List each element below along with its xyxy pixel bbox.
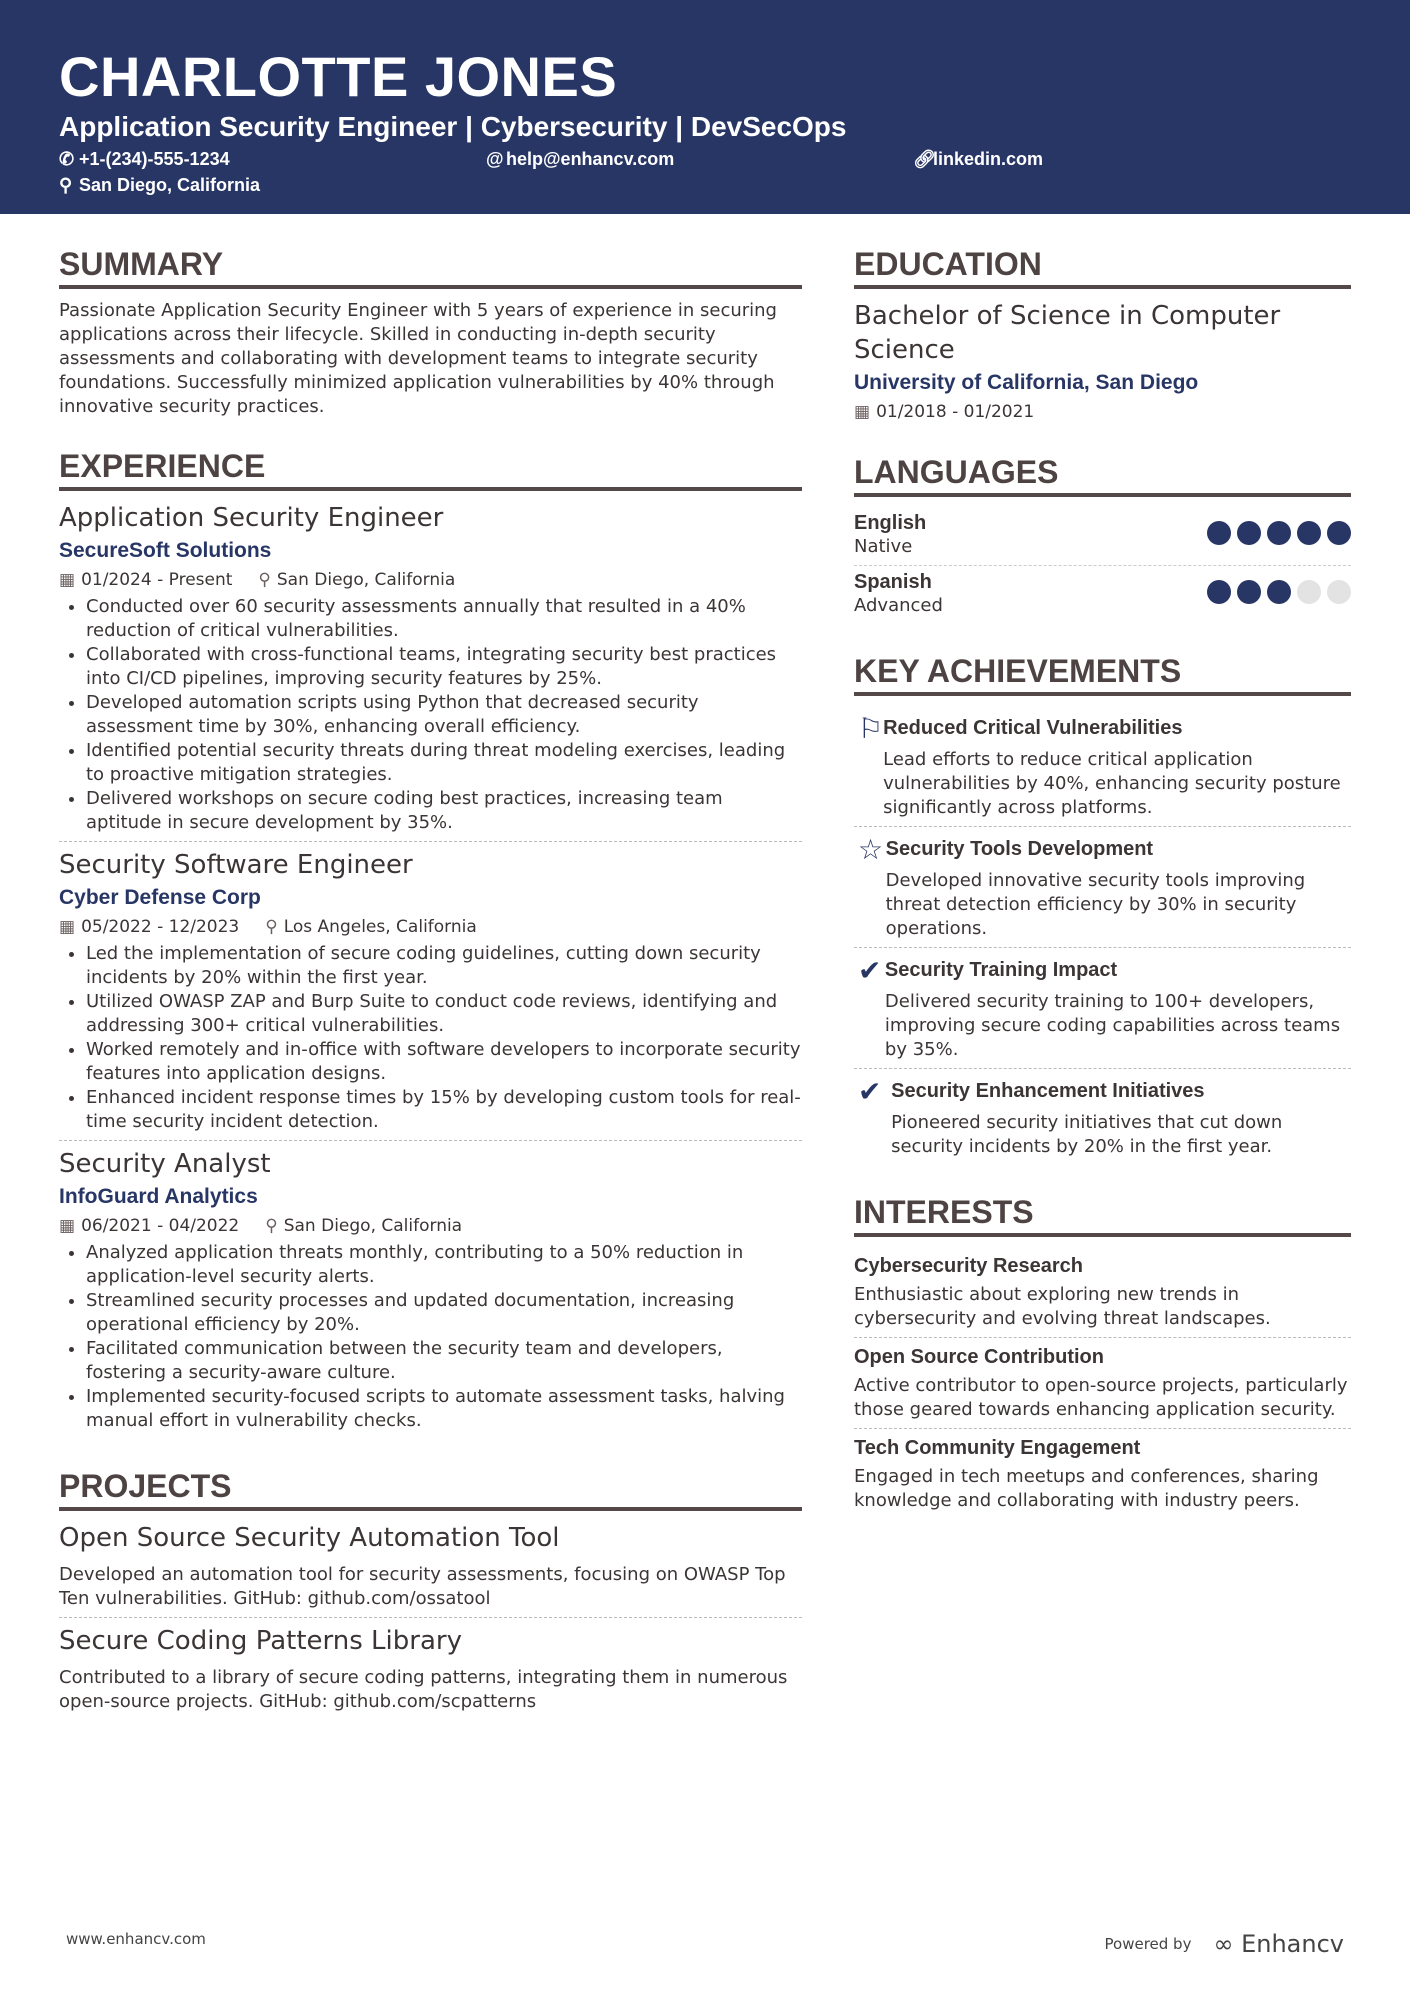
language-rating bbox=[1201, 580, 1351, 608]
project-title: Open Source Security Automation Tool bbox=[59, 1523, 560, 1553]
projects-section bbox=[59, 1467, 802, 1720]
candidate-name: CHARLOTTE JONES bbox=[59, 45, 618, 108]
resume-header bbox=[0, 0, 1410, 214]
email-link[interactable]: help@enhancv.com bbox=[506, 149, 675, 169]
experience-entry bbox=[59, 1147, 802, 1439]
education-dates: 01/2018 - 01/2021 bbox=[876, 402, 1035, 422]
flag-icon: ⚐ bbox=[858, 712, 884, 745]
interest-title: Tech Community Engagement bbox=[854, 1437, 1141, 1459]
project-entry bbox=[59, 1521, 802, 1618]
school: University of California, San Diego bbox=[854, 371, 1199, 394]
bullet-list bbox=[59, 1241, 802, 1433]
bullet-item: • Conducted over 60 security assessments annually that resulted in a 40% reduction of critical vulnerabilities. bbox=[86, 595, 802, 643]
bullet-item: • Led the implementation of secure coding guidelines, cutting down security incidents by 20% within the first year. bbox=[86, 942, 802, 990]
interest-item bbox=[854, 1247, 1351, 1338]
achievement-text: Delivered security training to 100+ developers, improving secure coding capabilities across teams by 35%. bbox=[884, 991, 1341, 1060]
section-heading: PROJECTS bbox=[59, 1467, 802, 1511]
job-meta bbox=[59, 1213, 802, 1239]
bullet-item: • Utilized OWASP ZAP and Burp Suite to conduct code reviews, identifying and addressing 300+ critical vulnerabilities. bbox=[86, 990, 802, 1038]
achievement-item bbox=[854, 827, 1351, 948]
achievement-content bbox=[891, 1077, 1351, 1159]
left-column bbox=[59, 245, 802, 1748]
company-name: Cyber Defense Corp bbox=[59, 886, 261, 909]
experience-entry bbox=[59, 501, 802, 842]
achievement-title: Reduced Critical Vulnerabilities bbox=[883, 717, 1183, 739]
rating-dot bbox=[1207, 580, 1231, 604]
location bbox=[59, 172, 486, 198]
language-item bbox=[854, 566, 1351, 624]
bullet-item: • Implemented security-focused scripts to automate assessment tasks, halving manual effort in vulnerability checks. bbox=[86, 1385, 802, 1433]
rating-dot bbox=[1297, 580, 1321, 604]
phone-icon: ✆ bbox=[59, 149, 75, 169]
language-name: English bbox=[854, 512, 927, 534]
section-heading: INTERESTS bbox=[854, 1193, 1351, 1237]
project-entry bbox=[59, 1624, 802, 1720]
email[interactable] bbox=[486, 146, 913, 172]
star-icon: ☆ bbox=[858, 833, 884, 866]
job-title: Application Security Engineer bbox=[59, 503, 444, 533]
location-pin-icon: ⚲ bbox=[265, 917, 278, 937]
project-title: Secure Coding Patterns Library bbox=[59, 1626, 462, 1656]
bullet-item: • Delivered workshops on secure coding best practices, increasing team aptitude in secure development by 35%. bbox=[86, 787, 802, 835]
bullet-item: • Facilitated communication between the security team and developers, fostering a security-aware culture. bbox=[86, 1337, 802, 1385]
language-level: Advanced bbox=[854, 595, 943, 616]
bullet-item: • Developed automation scripts using Python that decreased security assessment time by 30%, enhancing overall efficiency. bbox=[86, 691, 802, 739]
job-location: San Diego, California bbox=[276, 570, 456, 590]
languages-section bbox=[854, 453, 1351, 624]
section-heading: EXPERIENCE bbox=[59, 447, 802, 491]
job-location: Los Angeles, California bbox=[283, 917, 477, 937]
job-title: Security Analyst bbox=[59, 1149, 271, 1179]
calendar-icon: ▦ bbox=[59, 570, 76, 590]
job-dates: 06/2021 - 04/2022 bbox=[81, 1216, 240, 1236]
right-column bbox=[854, 245, 1351, 1748]
rating-dot bbox=[1237, 580, 1261, 604]
link-icon: 🔗︎ bbox=[913, 149, 936, 169]
interest-item bbox=[854, 1338, 1351, 1429]
interest-item bbox=[854, 1429, 1351, 1519]
location-pin-icon: ⚲ bbox=[265, 1216, 278, 1236]
location-text: San Diego, California bbox=[79, 175, 261, 195]
achievement-title: Security Tools Development bbox=[885, 838, 1154, 860]
bullet-item: • Identified potential security threats during threat modeling exercises, leading to proactive mitigation strategies. bbox=[86, 739, 802, 787]
language-text bbox=[854, 511, 926, 559]
achievement-title: Security Training Impact bbox=[884, 959, 1118, 981]
job-dates: 05/2022 - 12/2023 bbox=[81, 917, 240, 937]
achievement-content bbox=[885, 956, 1351, 1062]
experience-section bbox=[59, 447, 802, 1439]
project-text: Contributed to a library of secure coding patterns, integrating them in numerous open-source projects. GitHub: github.com/scpatterns bbox=[59, 1667, 788, 1712]
achievement-item bbox=[854, 1069, 1351, 1165]
interest-text: Engaged in tech meetups and conferences, sharing knowledge and collaborating with industry peers. bbox=[854, 1466, 1319, 1511]
interest-title: Open Source Contribution bbox=[854, 1346, 1104, 1368]
rating-dot bbox=[1237, 521, 1261, 545]
check-icon: ✔ bbox=[858, 1075, 882, 1108]
footer bbox=[66, 1930, 1344, 1958]
calendar-icon: ▦ bbox=[59, 1216, 76, 1236]
language-text bbox=[854, 570, 943, 618]
achievement-title: Security Enhancement Initiatives bbox=[891, 1080, 1205, 1102]
rating-dot bbox=[1207, 521, 1231, 545]
summary-section bbox=[59, 245, 802, 419]
brand-name: Enhancv bbox=[1241, 1930, 1344, 1958]
section-heading: EDUCATION bbox=[854, 245, 1351, 289]
job-meta bbox=[59, 914, 802, 940]
experience-entry bbox=[59, 848, 802, 1141]
summary-text: Passionate Application Security Engineer with 5 years of experience in securing applications across their lifecycle. Skilled in conducting in-depth security assessments and collaborating with development teams to integrate security foundations. Successfully minimized application vulnerabilities by 40% through innovative security practices. bbox=[59, 300, 777, 417]
at-icon: @ bbox=[486, 149, 504, 169]
powered-by: Powered by bbox=[1104, 1935, 1192, 1953]
rating-dot bbox=[1267, 521, 1291, 545]
language-item bbox=[854, 507, 1351, 566]
achievement-text: Pioneered security initiatives that cut down security incidents by 20% in the first year. bbox=[891, 1112, 1283, 1157]
bullet-item: • Worked remotely and in-office with software developers to incorporate security features into application designs. bbox=[86, 1038, 802, 1086]
achievement-item bbox=[854, 948, 1351, 1069]
company-name: SecureSoft Solutions bbox=[59, 539, 272, 562]
section-heading: SUMMARY bbox=[59, 245, 802, 289]
achievement-item bbox=[854, 706, 1351, 827]
rating-dot bbox=[1327, 521, 1351, 545]
bullet-list bbox=[59, 942, 802, 1134]
bullet-item: • Collaborated with cross-functional teams, integrating security best practices into CI/CD pipelines, improving security features by 25%. bbox=[86, 643, 802, 691]
calendar-icon: ▦ bbox=[854, 402, 871, 422]
achievements-section bbox=[854, 652, 1351, 1165]
job-dates: 01/2024 - Present bbox=[81, 570, 233, 590]
phone-text: +1-(234)-555-1234 bbox=[79, 149, 230, 169]
achievement-content bbox=[883, 714, 1351, 820]
footer-site[interactable]: www.enhancv.com bbox=[66, 1930, 206, 1948]
bullet-item: • Enhanced incident response times by 15% by developing custom tools for real-time security incident detection. bbox=[86, 1086, 802, 1134]
achievement-text: Developed innovative security tools improving threat detection efficiency by 30% in security operations. bbox=[885, 870, 1306, 939]
achievement-content bbox=[886, 835, 1351, 941]
language-level: Native bbox=[854, 536, 913, 557]
interest-text: Enthusiastic about exploring new trends in cybersecurity and evolving threat landscapes. bbox=[854, 1284, 1271, 1329]
rating-dot bbox=[1267, 580, 1291, 604]
degree: Bachelor of Science in Computer Science bbox=[854, 301, 1281, 365]
enhancv-logo: ∞ Enhancv bbox=[1213, 1930, 1344, 1958]
rating-dot bbox=[1327, 580, 1351, 604]
interest-text: Active contributor to open-source projects, particularly those geared towards enhancing application security. bbox=[854, 1375, 1348, 1420]
company-name: InfoGuard Analytics bbox=[59, 1185, 258, 1208]
section-heading: LANGUAGES bbox=[854, 453, 1351, 497]
language-rating bbox=[1201, 521, 1351, 549]
calendar-icon: ▦ bbox=[59, 917, 76, 937]
job-location: San Diego, California bbox=[283, 1216, 463, 1236]
bullet-item: • Streamlined security processes and updated documentation, increasing operational efficiency by 20%. bbox=[86, 1289, 802, 1337]
project-text: Developed an automation tool for security assessments, focusing on OWASP Top Ten vulnerabilities. GitHub: github.com/ossatool bbox=[59, 1564, 786, 1609]
job-meta bbox=[59, 567, 802, 593]
job-title: Security Software Engineer bbox=[59, 850, 413, 880]
bullet-list bbox=[59, 595, 802, 835]
interests-section bbox=[854, 1193, 1351, 1519]
phone bbox=[59, 146, 486, 172]
interest-title: Cybersecurity Research bbox=[854, 1255, 1084, 1277]
check-icon: ✔ bbox=[858, 954, 882, 987]
location-pin-icon: ⚲ bbox=[258, 570, 271, 590]
linkedin[interactable] bbox=[913, 146, 1213, 172]
achievement-text: Lead efforts to reduce critical application vulnerabilities by 40%, enhancing security posture significantly across platforms. bbox=[883, 749, 1341, 818]
linkedin-link[interactable]: linkedin.com bbox=[933, 149, 1044, 169]
location-pin-icon: ⚲ bbox=[59, 175, 73, 195]
candidate-title: Application Security Engineer | Cybersecurity | DevSecOps bbox=[59, 111, 847, 142]
education-section bbox=[854, 245, 1351, 425]
section-heading: KEY ACHIEVEMENTS bbox=[854, 652, 1351, 696]
language-name: Spanish bbox=[854, 571, 932, 593]
rating-dot bbox=[1297, 521, 1321, 545]
bullet-item: • Analyzed application threats monthly, contributing to a 50% reduction in application-level security alerts. bbox=[86, 1241, 802, 1289]
